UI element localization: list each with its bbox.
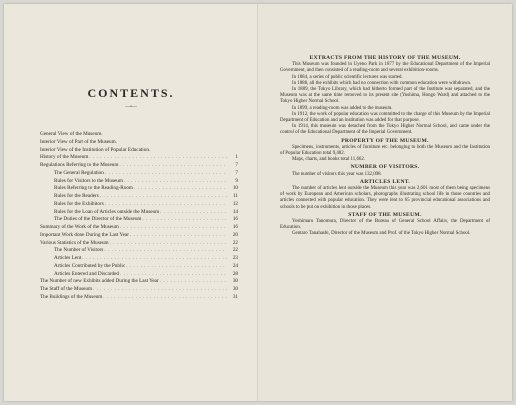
history-paragraph: In 1912, the work of popular education was committed to the charge of this Museum by the Imperial Department of Education and an institution was added for that purpose. <box>280 111 490 124</box>
toc-leader-dots <box>82 255 227 263</box>
property-paragraphs <box>280 145 490 164</box>
history-paragraph: This Museum was founded in Uyeno Park in 1877 by the Educational Department of the Imperial Government, and then consisted of a reading-room and several exhibition-rooms. <box>280 62 490 74</box>
toc-entry <box>40 201 238 209</box>
staff-paragraph: Yoshimaru Tanomura, Director of the Bureau of General School Affairs, the Department of Education. <box>280 219 490 231</box>
contents-title: CONTENTS. <box>87 86 175 100</box>
toc-entry-label: The General Regulation <box>54 169 104 176</box>
history-paragraph: In 1914, this museum was detached from the Tokyo Higher Normal School, and came under the control of the Educational Department of the Imperial Government. <box>280 124 490 136</box>
toc-entry-label: Articles Entered and Discarded <box>54 270 119 277</box>
history-paragraph: In 1889, the Tokyo Library, which had hitherto formed part of the Institute was separated, and the Museum was at the same time removed to its present site (Yushima, Hongo Ward) and attached to the Tokyo Higher Normal School. <box>280 87 490 105</box>
toc-entry <box>40 278 238 286</box>
toc-entry <box>40 216 238 224</box>
toc-leader-dots <box>142 216 227 224</box>
toc-entry-page: 12 <box>232 200 238 207</box>
history-heading: EXTRACTS FROM THE HISTORY OF THE MUSEUM. <box>309 55 461 61</box>
toc-entry <box>40 294 238 302</box>
toc-entry-page: 28 <box>232 270 238 277</box>
property-paragraph: Maps, charts, and books total 11,662. <box>292 157 366 163</box>
toc-entry <box>40 170 238 178</box>
toc-entry <box>40 185 238 193</box>
toc-entry-page: 30 <box>232 278 238 285</box>
toc-entry <box>40 263 238 271</box>
property-paragraph: Specimens, instruments, articles of furniture etc. belonging to both the Museum and the Institution of Popular Education total 9,482. <box>280 144 490 157</box>
toc-entry-label: Rules Referring to the Reading-Room <box>54 185 133 192</box>
toc-leader-dots <box>160 278 227 286</box>
toc-leader-dots <box>130 232 227 240</box>
toc-entry-page: 30 <box>232 286 238 292</box>
toc-entry-label: The Number of new Exhibits added During the Last Year <box>40 278 159 285</box>
staff-heading: STAFF OF THE MUSEUM. <box>348 211 422 218</box>
toc-leader-dots <box>104 247 227 255</box>
toc-entry-page: 20 <box>232 231 238 238</box>
toc-leader-dots <box>160 209 227 217</box>
toc-leader-dots <box>89 154 227 162</box>
history-paragraph: In 1899, a reading-room was added to the museum. <box>292 105 393 111</box>
toc-entry-label: Various Statistics of the Museum <box>40 239 109 246</box>
history-paragraphs <box>280 62 490 136</box>
toc-entry-page: 31 <box>232 293 238 300</box>
toc-entry-page: 16 <box>232 216 238 223</box>
lent-heading: ARTICLES LENT. <box>359 178 411 185</box>
toc-leader-dots <box>105 201 227 209</box>
toc-entry-label: Rules for the Loan of Articles outside the Museum <box>54 208 160 215</box>
toc-leader-dots <box>105 170 227 178</box>
toc-entry-label: Summary of the Work of the Museum <box>40 224 119 230</box>
toc-entry-label: Articles Lent <box>54 255 82 261</box>
toc-entry-label: Rules for the Exhibitors <box>54 200 104 207</box>
toc-entry <box>40 286 238 294</box>
lent-paragraphs <box>280 186 490 211</box>
toc-entry-label: The Duties of the Director of the Museum <box>54 216 142 223</box>
toc-entry <box>40 247 238 255</box>
history-paragraph: In 1888, all the exhibits which had no connection with common education were withdrawn. <box>292 80 472 86</box>
toc-entry <box>40 139 238 147</box>
toc-entry-page: 7 <box>235 162 238 168</box>
toc-entry-page: 16 <box>232 224 238 230</box>
left-page <box>4 4 258 401</box>
toc-entry-page: 14 <box>232 208 238 215</box>
toc-entry-page: 11 <box>233 193 238 199</box>
toc-entry-page: 1 <box>235 154 238 161</box>
toc-entry-label: Rules for Visitors to the Museum <box>54 177 123 184</box>
toc-entry-page: 10 <box>232 185 238 192</box>
lent-paragraph: The number of articles lent outside the Museum this year was 2,601 most of them being specimens of work by European and American scholars, photographs illustrating school life in those countries and articles connected with popular education. They were lent to 65 provincial educational associations and schools to be put on exhibition in those places. <box>280 186 490 210</box>
toc-entry <box>40 193 238 201</box>
toc-entry-label: The Staff of the Museum <box>40 286 93 292</box>
toc-entry-label: Articles Contributed by the Public <box>54 262 126 269</box>
property-heading: PROPERTY OF THE MUSEUM. <box>341 137 429 144</box>
toc-entry-label: Important Work done During the Last Year <box>40 231 129 238</box>
toc-entry-page: 7 <box>235 169 238 176</box>
toc-entry <box>40 154 238 162</box>
toc-entry-page: 22 <box>232 239 238 246</box>
toc-entry <box>40 131 238 139</box>
toc-leader-dots <box>120 224 227 232</box>
toc-entry <box>40 255 238 263</box>
toc-entry-label: The Buildings of the Museum <box>40 293 103 300</box>
toc-leader-dots <box>134 185 227 193</box>
toc-entry-label: Interior View of the Institution of Popular Education. <box>40 146 151 153</box>
toc-entry-label: The Number of Visitors <box>54 247 104 254</box>
toc-entry-label: General View of the Museum. <box>40 131 103 137</box>
toc-entry-label: Regulations Referring to the Museum <box>40 162 119 168</box>
toc-entry-page: 22 <box>232 247 238 254</box>
toc-entry-page: 9 <box>235 177 238 184</box>
table-of-contents <box>40 131 238 302</box>
booklet-spread <box>4 4 512 401</box>
history-paragraph: In 1884, a series of public scientific lectures was started. <box>292 74 403 80</box>
staff-paragraphs <box>280 219 490 238</box>
title-ornament: —•— <box>125 105 137 110</box>
toc-entry-page: 24 <box>232 262 238 269</box>
toc-leader-dots <box>93 286 227 294</box>
toc-leader-dots <box>119 162 227 170</box>
toc-leader-dots <box>110 240 227 248</box>
toc-entry-label: Rules for the Readers <box>54 193 99 199</box>
visitors-paragraph: The number of visitors this year was 132,098. <box>292 171 382 177</box>
history-text <box>280 54 490 238</box>
staff-paragraph: Gentaro Tanahashi, Director of the Museum and Prof. of the Tokyo Higher Normal School. <box>292 231 471 237</box>
toc-entry-page: 23 <box>232 255 238 261</box>
visitors-heading: NUMBER OF VISITORS. <box>350 164 420 171</box>
toc-leader-dots <box>124 178 227 186</box>
toc-entry <box>40 224 238 232</box>
toc-entry <box>40 162 238 170</box>
toc-leader-dots <box>126 263 227 271</box>
toc-leader-dots <box>100 193 227 201</box>
toc-leader-dots <box>103 294 227 302</box>
toc-entry-label: Interior View of Part of the Museum. <box>40 138 117 145</box>
toc-entry <box>40 232 238 240</box>
toc-entry-label: History of the Museum <box>40 154 89 161</box>
visitors-paragraphs <box>280 172 490 178</box>
